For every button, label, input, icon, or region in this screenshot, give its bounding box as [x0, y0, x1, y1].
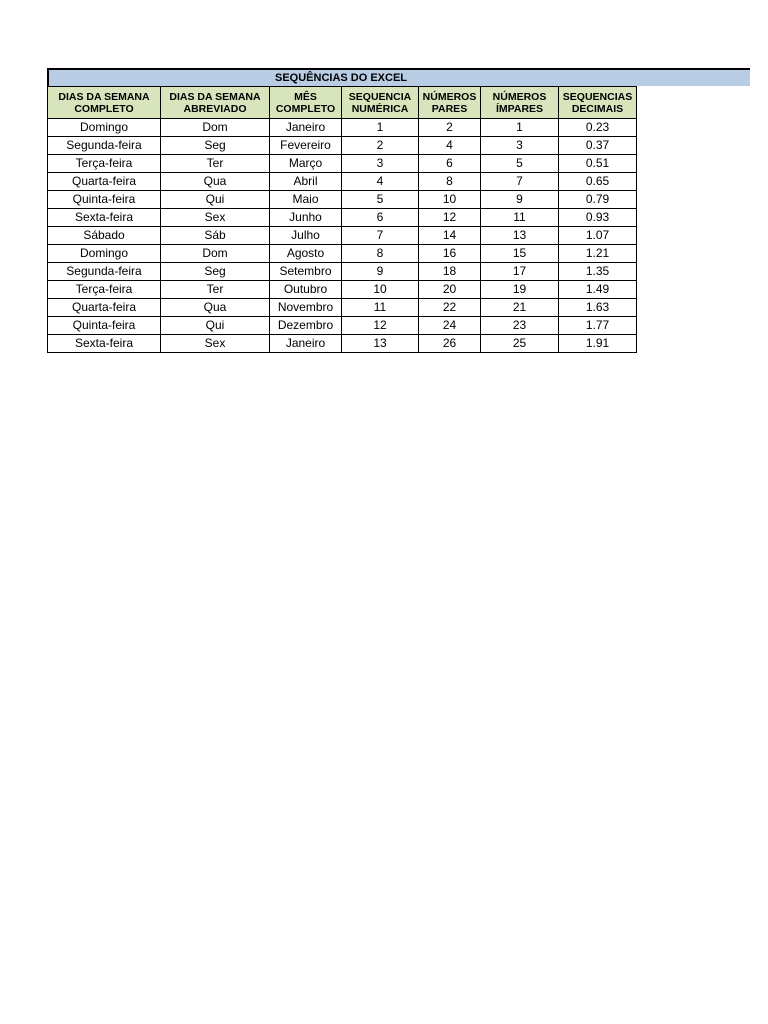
table-cell: Terça-feira — [48, 281, 161, 299]
table-row — [48, 299, 637, 317]
table-row — [48, 119, 637, 137]
table-cell: 17 — [481, 263, 559, 281]
table-cell: Março — [270, 155, 342, 173]
table-row — [48, 227, 637, 245]
table-cell: 1.63 — [559, 299, 637, 317]
column-header: DIAS DA SEMANA COMPLETO — [48, 87, 161, 119]
table-cell: Terça-feira — [48, 155, 161, 173]
table-cell: 0.93 — [559, 209, 637, 227]
table-cell: 9 — [342, 263, 419, 281]
table-cell: Janeiro — [270, 119, 342, 137]
table-cell: 8 — [342, 245, 419, 263]
table-cell: 4 — [419, 137, 481, 155]
table-cell: 12 — [342, 317, 419, 335]
sequences-table — [47, 86, 637, 353]
table-cell: 9 — [481, 191, 559, 209]
sheet-title: SEQUÊNCIAS DO EXCEL — [274, 72, 408, 84]
table-cell: Quinta-feira — [48, 191, 161, 209]
table-cell: Sexta-feira — [48, 335, 161, 353]
table-cell: Seg — [161, 137, 270, 155]
table-row — [48, 155, 637, 173]
table-cell: 16 — [419, 245, 481, 263]
table-cell: Quarta-feira — [48, 173, 161, 191]
table-cell: 3 — [481, 137, 559, 155]
table-cell: 11 — [481, 209, 559, 227]
table-cell: 18 — [419, 263, 481, 281]
column-header: NÚMEROS ÍMPARES — [481, 87, 559, 119]
table-cell: 26 — [419, 335, 481, 353]
table-cell: Segunda-feira — [48, 137, 161, 155]
table-cell: 1.21 — [559, 245, 637, 263]
table-row — [48, 245, 637, 263]
table-cell: Sexta-feira — [48, 209, 161, 227]
table-cell: Dom — [161, 119, 270, 137]
table-cell: Julho — [270, 227, 342, 245]
table-cell: Dezembro — [270, 317, 342, 335]
table-cell: 11 — [342, 299, 419, 317]
table-row — [48, 209, 637, 227]
table-cell: 4 — [342, 173, 419, 191]
table-row — [48, 281, 637, 299]
table-cell: 7 — [481, 173, 559, 191]
table-cell: Seg — [161, 263, 270, 281]
table-cell: Sex — [161, 209, 270, 227]
table-cell: Qui — [161, 191, 270, 209]
table-cell: 6 — [342, 209, 419, 227]
table-cell: Abril — [270, 173, 342, 191]
title-bar — [47, 68, 750, 86]
table-cell: 19 — [481, 281, 559, 299]
table-body — [48, 119, 637, 353]
table-cell: 5 — [481, 155, 559, 173]
table-cell: Domingo — [48, 245, 161, 263]
table-cell: 6 — [419, 155, 481, 173]
table-cell: Novembro — [270, 299, 342, 317]
table-cell: 1.77 — [559, 317, 637, 335]
table-cell: 3 — [342, 155, 419, 173]
column-header: SEQUENCIAS DECIMAIS — [559, 87, 637, 119]
table-cell: 0.51 — [559, 155, 637, 173]
table-cell: Sáb — [161, 227, 270, 245]
table-row — [48, 191, 637, 209]
table-cell: Qua — [161, 299, 270, 317]
table-cell: Quinta-feira — [48, 317, 161, 335]
table-cell: 8 — [419, 173, 481, 191]
header-row — [48, 87, 637, 119]
table-cell: Janeiro — [270, 335, 342, 353]
table-cell: 13 — [342, 335, 419, 353]
table-row — [48, 335, 637, 353]
column-header: MÊS COMPLETO — [270, 87, 342, 119]
table-cell: Ter — [161, 281, 270, 299]
table-row — [48, 137, 637, 155]
table-cell: 1 — [342, 119, 419, 137]
table-cell: Sex — [161, 335, 270, 353]
table-cell: 10 — [419, 191, 481, 209]
table-cell: 1.07 — [559, 227, 637, 245]
table-cell: Maio — [270, 191, 342, 209]
table-cell: 0.37 — [559, 137, 637, 155]
table-cell: Domingo — [48, 119, 161, 137]
table-cell: 1.49 — [559, 281, 637, 299]
table-cell: Quarta-feira — [48, 299, 161, 317]
table-cell: 0.79 — [559, 191, 637, 209]
table-row — [48, 173, 637, 191]
table-cell: 7 — [342, 227, 419, 245]
table-cell: Fevereiro — [270, 137, 342, 155]
table-cell: 1 — [481, 119, 559, 137]
table-cell: 13 — [481, 227, 559, 245]
table-cell: 2 — [342, 137, 419, 155]
table-cell: 24 — [419, 317, 481, 335]
table-row — [48, 263, 637, 281]
table-cell: Segunda-feira — [48, 263, 161, 281]
table-cell: 14 — [419, 227, 481, 245]
table-cell: Qua — [161, 173, 270, 191]
table-cell: Setembro — [270, 263, 342, 281]
table-cell: Sábado — [48, 227, 161, 245]
column-header: SEQUENCIA NUMÉRICA — [342, 87, 419, 119]
table-cell: 0.65 — [559, 173, 637, 191]
table-cell: Outubro — [270, 281, 342, 299]
table-cell: 0.23 — [559, 119, 637, 137]
table-cell: 12 — [419, 209, 481, 227]
table-cell: 1.91 — [559, 335, 637, 353]
table-cell: Dom — [161, 245, 270, 263]
table-cell: 20 — [419, 281, 481, 299]
table-cell: 5 — [342, 191, 419, 209]
table-cell: 10 — [342, 281, 419, 299]
table-cell: 1.35 — [559, 263, 637, 281]
table-cell: 22 — [419, 299, 481, 317]
column-header: NÚMEROS PARES — [419, 87, 481, 119]
table-row — [48, 317, 637, 335]
table-cell: 21 — [481, 299, 559, 317]
table-cell: 15 — [481, 245, 559, 263]
table-cell: 25 — [481, 335, 559, 353]
table-cell: Qui — [161, 317, 270, 335]
column-header: DIAS DA SEMANA ABREVIADO — [161, 87, 270, 119]
table-cell: Agosto — [270, 245, 342, 263]
table-cell: Ter — [161, 155, 270, 173]
table-cell: Junho — [270, 209, 342, 227]
table-cell: 23 — [481, 317, 559, 335]
table-cell: 2 — [419, 119, 481, 137]
